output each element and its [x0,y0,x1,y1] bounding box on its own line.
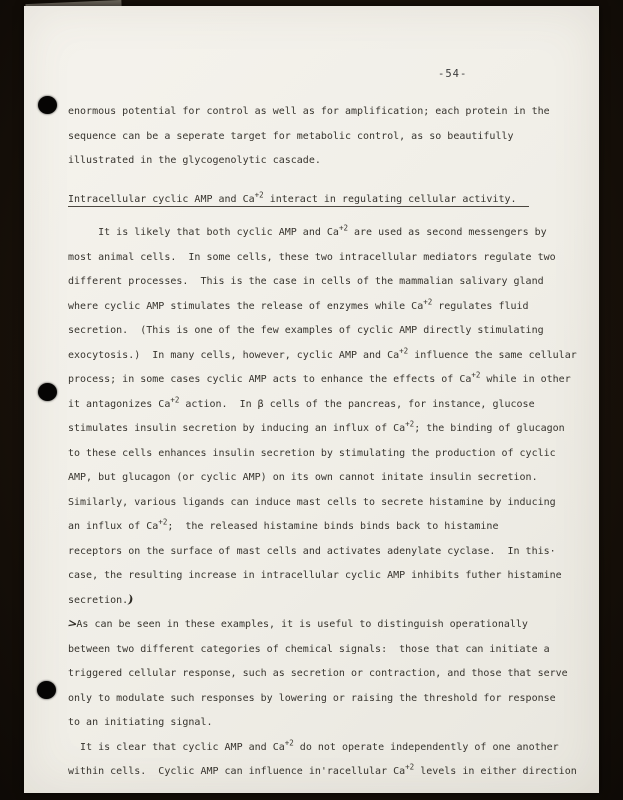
paragraph [68,221,587,613]
text-line: AMP, but glucagon (or cyclic AMP) on its own cannot initate insulin secretion. [68,472,538,483]
handwritten-mark: > [66,617,79,632]
superscript: +2 [471,370,481,380]
section-heading [68,188,587,213]
text-line: >As can be seen in these examples, it is useful to distinguish operationally [68,613,587,638]
handwritten-mark: ) [126,593,135,607]
text-line: where cyclic AMP stimulates the release of enzymes while $Ca^{+2}$ regulates fluid [68,297,529,312]
document-page [24,6,599,793]
text-line: to these cells enhances insulin secretion by stimulating the production of cyclic [68,447,556,459]
text-line: case, the resulting increase in intracellular cyclic AMP inhibits futher histamine [68,570,562,581]
text-line: It is likely that both cyclic AMP and $Ca^{+2}$ are used as second messengers by [68,223,547,238]
hole-punch-mark [37,681,56,699]
text-line: it antagonizes $Ca^{+2}$ action. In β cells of the pancreas, for instance, glucose [68,395,535,410]
superscript: +2 [254,190,264,200]
text-line: exocytosis.) In many cells, however, cyclic AMP and $Ca^{+2}$ influence the same cellular [68,346,577,361]
underlined-heading-text: Intracellular cyclic AMP and $Ca^{+2}$ interact in regulating cellular activity. [68,194,529,207]
superscript: +2 [158,517,168,527]
superscript: +2 [405,419,415,429]
text-line: an influx of $Ca^{+2}$; the released histamine binds binds back to histamine [68,517,499,532]
text-line: process; in some cases cyclic AMP acts to enhance the effects of $Ca^{+2}$ while in other [68,370,571,385]
text-line: sequence can be a seperate target for metabolic control, as so beautifully [68,130,514,142]
text-line: within cells. Cyclic AMP can influence in'racellular $Ca^{+2}$ levels in either direction [68,762,577,777]
paragraph [68,613,587,785]
page-body [68,100,587,785]
text-line: to an initiating signal. [68,717,213,728]
text-line: enormous potential for control as well as for amplification; each protein in the [68,106,550,117]
superscript: +2 [338,223,348,233]
text-line: between two different categories of chemical signals: those that can initiate a [68,643,550,655]
text-line: It is clear that cyclic AMP and $Ca^{+2}$ do not operate independently of one another [68,738,559,753]
superscript: +2 [423,297,433,307]
page-number: -54- [438,68,468,80]
superscript: +2 [170,395,180,405]
text-line: Similarly, various ligands can induce mast cells to secrete histamine by inducing [68,496,556,508]
text-line: triggered cellular response, such as secretion or contraction, and those that serve [68,668,568,679]
hole-punch-mark [38,96,57,114]
text-line: secretion.) [68,589,587,614]
text-line: only to modulate such responses by lowering or raising the threshold for response [68,692,556,704]
superscript: +2 [399,346,409,356]
text-line: receptors on the surface of mast cells and activates adenylate cyclase. In this· [68,545,556,557]
superscript: +2 [284,738,294,748]
text-line: secretion. (This is one of the few examples of cyclic AMP directly stimulating [68,325,544,336]
text-line: different processes. This is the case in cells of the mammalian salivary gland [68,276,544,287]
superscript: +2 [405,762,415,772]
hole-punch-mark [38,383,57,401]
text-line: stimulates insulin secretion by inducing an influx of $Ca^{+2}$; the binding of glucagon [68,419,565,434]
text-line: illustrated in the glycogenolytic cascade. [68,155,321,166]
text-line [68,188,587,213]
text-line: most animal cells. In some cells, these two intracellular mediators regulate two [68,251,556,263]
paragraph [68,100,587,174]
